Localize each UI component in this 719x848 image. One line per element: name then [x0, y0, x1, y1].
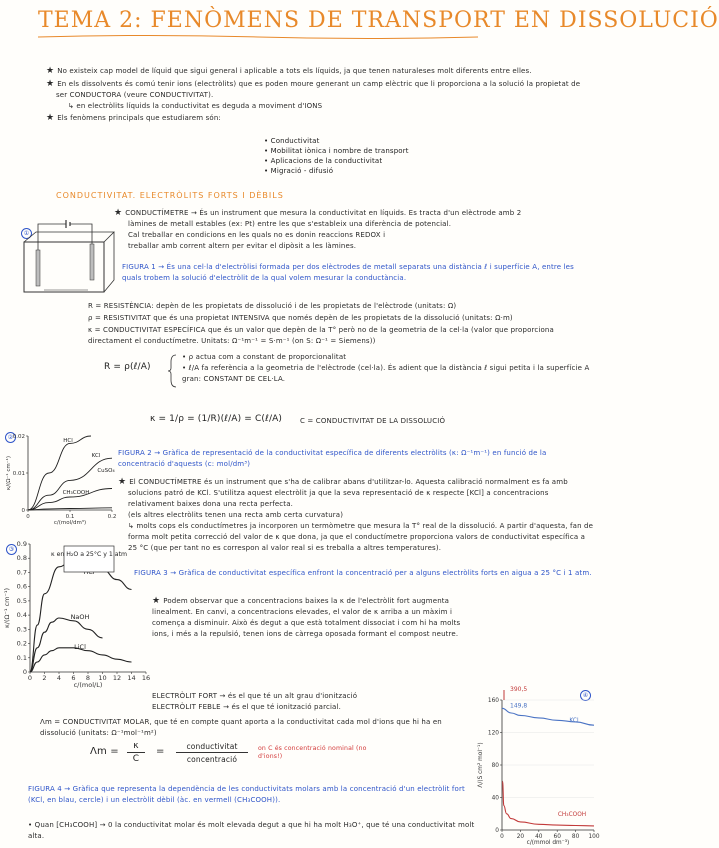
y-tick-label: 0.7: [16, 568, 27, 577]
y-tick-label: 0.3: [16, 625, 27, 634]
y-axis-label: κ/(Ω⁻¹ cm⁻¹): [6, 456, 12, 490]
y-tick-label: 0.01: [12, 471, 25, 477]
phenomena-list: [264, 136, 564, 176]
x-tick-label: 0.2: [107, 514, 117, 520]
phenomenon-item: • Migració - difusió: [264, 167, 334, 175]
weak-electrolyte: ELECTRÒLIT FEBLE → és el que té ionització parcial.: [152, 703, 341, 711]
figure-3-caption: FIGURA 3 → Gràfica de conductivitat específica enfront la concentració per a alguns electròlits forts en aigua a 25 °C i 1 atm.: [134, 569, 592, 577]
annotation-label: 390,5: [510, 686, 528, 693]
title-underline: [38, 34, 478, 40]
y-tick-label: 0.6: [16, 582, 27, 591]
lambda-denominator-word: concentració: [186, 755, 238, 764]
formula-brace: [168, 354, 178, 388]
figure-1-caption: FIGURA 1 → És una cel·la d'electròlisi formada per dos elèctrodes de metall separats una distància ℓ i superfície A, entre les quals trobem la solució d'electròlit de la qual volem mesurar la conductància.: [122, 263, 574, 282]
chart-title-box: [64, 546, 114, 572]
conductimetre-line: Cal treballar en condicions en les quals no es donin reaccions REDOX i: [128, 231, 386, 239]
lambda-denominator: C: [132, 754, 140, 764]
y-tick-label: 0: [22, 668, 27, 676]
phenomenon-item: • Mobilitat iònica i nombre de transport: [264, 147, 409, 155]
x-axis-label: c/(mol/L): [73, 681, 103, 689]
last-line: • Quan [CH₃COOH] → 0 la conductivitat molar és molt elevada degut a que hi ha molt H₃O⁺, que té una conductivitat molt alta.: [28, 821, 475, 840]
series-line-NaOH: [30, 618, 103, 672]
molar-conductivity-definition: Λm = CONDUCTIVITAT MOLAR, que té en compte quant aporta a la conductivitat cada mol d'ions que hi ha en dissolució (unitats: Ω⁻¹mol⁻¹m²): [40, 718, 442, 737]
series-line-HCl: [28, 436, 91, 510]
calibration-note: (els altres electròlits tenen una recta amb certa curvatura): [128, 511, 344, 519]
strong-electrolyte: ELECTRÒLIT FORT → és el que té un alt grau d'ionització: [152, 692, 358, 700]
lambda-numerator: κ: [133, 741, 139, 751]
y-tick-label: 0: [495, 828, 499, 834]
intro-item-4: ★ Els fenòmens principals que estudiarem són:: [46, 113, 221, 123]
y-tick-label: 0: [21, 508, 25, 514]
x-tick-label: 80: [571, 834, 580, 840]
circle-number-2: ②: [5, 424, 16, 443]
figure-3-text: ★ Podem observar que a concentracions baixes la κ de l'electròlit fort augmenta linealment. En canvi, a concentracions elevades, el valor de κ arriba a un màxim i comença a disminuir. Això és degut a que està totalment dissociat i com hi ha molts ions, i més a la repulsió, tenen ions de càrrega oposada formant el compost neutre.: [152, 596, 461, 638]
x-tick-label: 16: [141, 674, 151, 682]
y-tick-label: 0.8: [16, 554, 27, 563]
circle-number-3: ③: [6, 536, 17, 555]
intro-item-2: ★ En els dissolvents és comú tenir ions (electròlits) que es poden moure generant un camp elèctric que li proporciona a la solució la propietat de ser CONDUCTORA (veure CONDUCTIVITAT).: [46, 79, 581, 99]
y-tick-label: 0.1: [16, 653, 27, 662]
x-axis-label: c/(mmol dm⁻³): [526, 840, 570, 846]
y-axis-label: Λ/(S cm² mol⁻¹): [478, 742, 484, 788]
conductimetre-line: ★ CONDUCTÍMETRE → És un instrument que mesura la conductivitat en líquids. Es tracta d'un elèctrode amb 2: [114, 208, 522, 218]
series-label: NaOH: [70, 613, 90, 621]
y-axis-label: κ/(Ω⁻¹ cm⁻¹): [3, 587, 11, 629]
x-tick-label: 100: [588, 834, 600, 840]
x-tick-label: 4: [56, 674, 62, 682]
definition-resistivity: ρ = RESISTIVITAT que és una propietat INTENSIVA que només depèn de les propietats de la dissolució (unitats: Ω·m): [88, 314, 513, 322]
series-label: KCl: [91, 453, 101, 459]
figure-2-text: [118, 477, 594, 554]
circle-number-4: ④: [580, 682, 591, 701]
y-tick-label: 0.02: [12, 434, 25, 440]
figure-4-caption: FIGURA 4 → Gràfica que representa la dependència de les conductivitats molars amb la concentració d'un electròlit fort (KCl, en blau, cercle) i un electròlit dèbil (àc. en vermell (CH₃COOH)).: [28, 785, 465, 804]
figure-4-chart: [468, 680, 601, 846]
conductimetre-text: [114, 208, 596, 252]
formula-conductivity-note: C = CONDUCTIVITAT DE LA DISSOLUCIÓ: [300, 417, 446, 425]
fraction-bar: [176, 752, 248, 753]
lambda-equals: =: [156, 746, 165, 757]
definition-conductivity: κ = CONDUCTIVITAT ESPECÍFICA que és un valor que depèn de la T° però no de la geometria de la cel·la (valor que proporciona directament el conductímetre. Unitats: Ω⁻¹m⁻¹ = S·m⁻¹ (on S: Ω⁻¹ = Siemens)): [88, 326, 554, 345]
section-heading: CONDUCTIVITAT. ELECTRÒLITS FORTS I DÈBILS: [56, 191, 284, 200]
figure-3-chart: [4, 536, 152, 688]
intro-item-3: ↳ en electròlits líquids la conductivitat es deguda a moviment d'IONS: [68, 102, 323, 110]
y-tick-label: 0.2: [16, 639, 27, 648]
lambda-numerator-word: conductivitat: [186, 742, 238, 751]
formula-note-cell: • ℓ/A fa referència a la geometria de l'elèctrode (cel·la). És adient que la distància ℓ sigui petita i la superfície A gran: CONSTANT DE CEL·LA.: [182, 364, 590, 383]
x-tick-label: 0: [26, 514, 30, 520]
series-label: HCl: [63, 438, 73, 444]
formula-resistance: R = ρ(ℓ/A): [104, 362, 151, 372]
chart-title: κ en H₂O a 25°C y 1 atm: [50, 551, 128, 558]
intro-item-1: ★ No existeix cap model de líquid que sigui general i aplicable a tots els líquids, ja que tenen naturaleses molt diferents entre elles.: [46, 66, 532, 76]
definitions-block: [88, 301, 594, 347]
intro-block: [46, 66, 586, 124]
x-tick-label: 12: [112, 674, 122, 682]
y-tick-label: 120: [487, 730, 499, 737]
x-tick-label: 2: [42, 674, 47, 682]
x-tick-label: 40: [535, 834, 543, 840]
formula-notes: [182, 352, 592, 385]
phenomenon-item: • Conductivitat: [264, 137, 320, 145]
thermometer-text: ↳ molts cops els conductímetres ja incorporen un termòmetre que mesura la T° real de la dissolució. A partir d'aquesta, fan de forma molt petita correcció del valor de κ que dona, ja que el conductímetre proporciona valors de conductivitat específica a 25 °C (que per tant no es correspon al valor real si es treballa a altres temperatures).: [128, 522, 594, 552]
electrolysis-cell-diagram: [10, 222, 114, 300]
series-label: KCl: [569, 718, 579, 724]
annotation-label: 149,8: [510, 702, 528, 710]
calibration-text: ★ El CONDUCTÍMETRE és un instrument que s'ha de calibrar abans d'utilitzar-lo. Aquesta calibració normalment es fa amb solucions patró de KCl. S'utilitza aquest electròlit ja que la seva representació de κ respecte [KCl] a concentracions relativament baixes dona una recta perfecta.: [118, 477, 568, 508]
fraction-bar: [127, 752, 145, 753]
definition-resistance: R = RESISTÈNCIA: depèn de les propietats de dissolució i de les propietats de l'elèctrode (unitats: Ω): [88, 302, 457, 310]
x-axis-label: c/(mol/dm³): [53, 520, 87, 526]
phenomenon-item: • Aplicacions de la conductivitat: [264, 157, 383, 165]
series-label: CH₃COOH: [62, 490, 90, 496]
x-tick-label: 14: [127, 674, 136, 682]
y-tick-label: 0.9: [16, 540, 27, 548]
figure-2-caption: FIGURA 2 → Gràfica de representació de la conductivitat específica de diferents electròlits (κ: Ω⁻¹m⁻¹) en funció de la concentració d'aquests (c: mol/dm³): [118, 449, 547, 468]
figure-2-chart: [6, 430, 118, 526]
series-label: CH₃COOH: [557, 812, 587, 818]
y-tick-label: 0.5: [16, 596, 27, 605]
y-tick-label: 40: [491, 795, 499, 802]
x-tick-label: 0: [500, 834, 504, 840]
page-title: TEMA 2: FENÒMENS DE TRANSPORT EN DISSOLUCIÓ: [38, 8, 719, 33]
lambda-note: on C és concentració nominal (no d'ions!): [258, 745, 367, 760]
conductimetre-line: treballar amb corrent altern per evitar el dipòsit a les làmines.: [128, 242, 357, 250]
x-tick-label: 6: [71, 674, 76, 682]
x-tick-label: 60: [553, 834, 561, 840]
electrolyte-definitions: [152, 691, 472, 713]
circle-number-1: ①: [21, 220, 32, 239]
x-tick-label: 0: [27, 674, 33, 682]
y-tick-label: 80: [491, 763, 499, 769]
x-tick-label: 20: [516, 834, 525, 840]
x-tick-label: 0.1: [65, 514, 75, 520]
y-tick-label: 160: [487, 698, 499, 704]
series-label: LiCl: [74, 643, 86, 651]
conductimetre-line: làmines de metall estables (ex: Pt) entre les que s'estableix una diferència de potencial.: [128, 220, 452, 228]
lambda-formula: Λm =: [90, 746, 119, 757]
x-tick-label: 8: [85, 674, 91, 682]
series-line-CH₃COOH: [503, 781, 595, 826]
series-label: CuSO₄: [97, 468, 115, 474]
x-tick-label: 10: [98, 674, 107, 682]
series-line-LiCl: [30, 648, 132, 672]
formula-note-rho: • ρ actua com a constant de proporcionalitat: [182, 353, 347, 361]
y-tick-label: 0.4: [16, 611, 27, 620]
formula-conductivity: κ = 1/ρ = (1/R)(ℓ/A) = C(ℓ/A): [150, 414, 283, 424]
series-line-KCl: [502, 708, 594, 725]
